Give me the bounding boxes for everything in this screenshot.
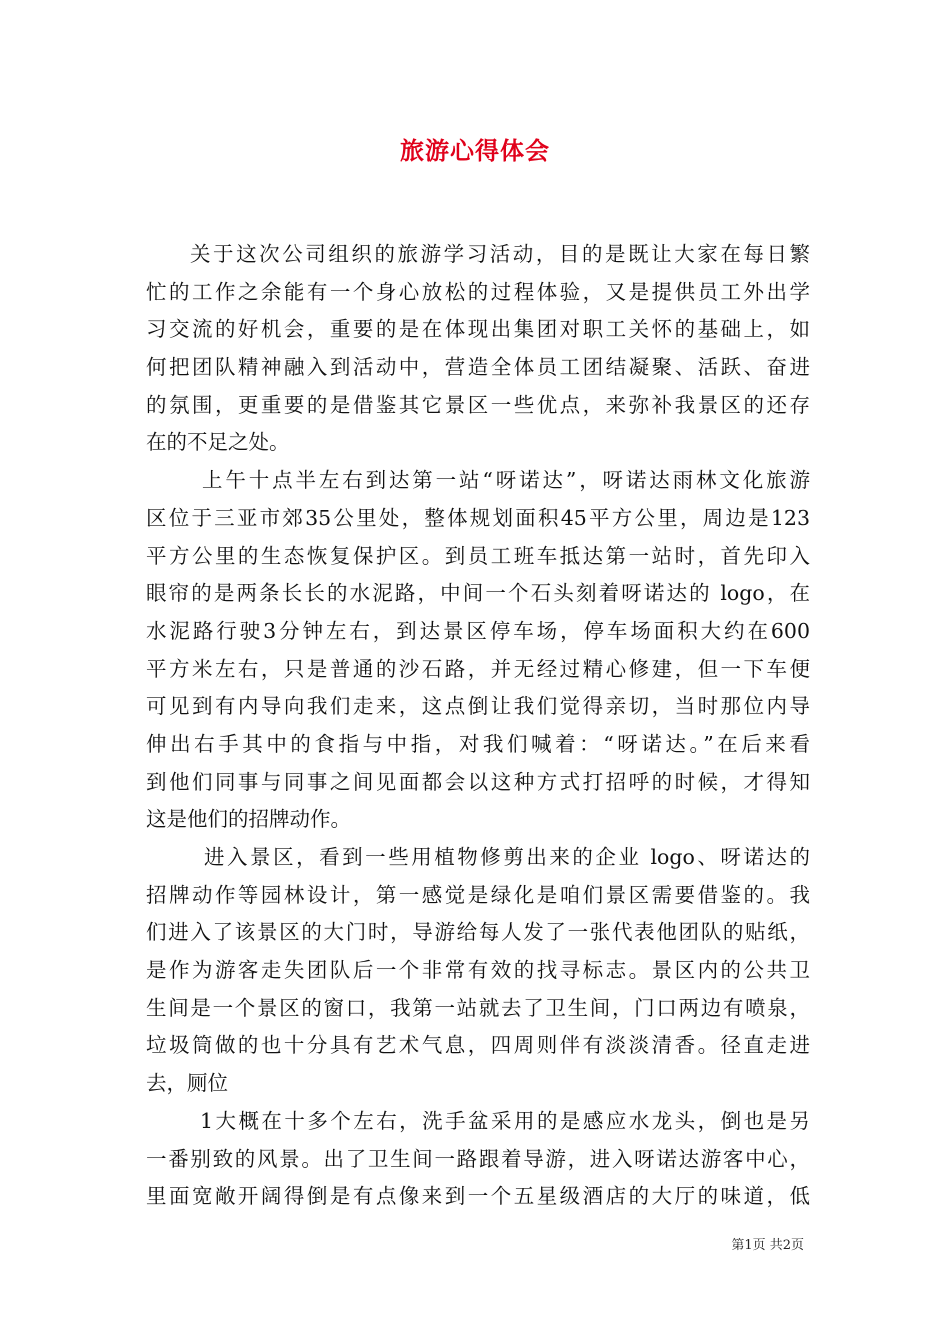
text-line: 关于这次公司组织的旅游学习活动，目的是既让大家在每日繁 (190, 242, 810, 266)
text-line: 生间是一个景区的窗口，我第一站就去了卫生间，门口两边有喷泉， (146, 995, 810, 1020)
text-line: 平方公里的生态恢复保护区。到员工班车抵达第一站时，首先印入 (146, 543, 810, 568)
text-line: 一番别致的风景。出了卫生间一路跟着导游，进入呀诺达游客中心， (146, 1146, 810, 1171)
page-number-footer: 第1页 共2页 (731, 1238, 804, 1253)
text-line: 垃圾筒做的也十分具有艺术气息，四周则伴有淡淡清香。径直走进 (146, 1033, 810, 1058)
text-line: 是作为游客走失团队后一个非常有效的找寻标志。景区内的公共卫 (146, 958, 810, 983)
paragraph (146, 1103, 810, 1216)
text-line: 这是他们的招牌动作。 (146, 807, 351, 832)
text-line: 招牌动作等园林设计，第一感觉是绿化是咱们景区需要借鉴的。我 (146, 882, 810, 907)
text-line: 里面宽敞开阔得倒是有点像来到一个五星级酒店的大厅的味道，低 (146, 1184, 810, 1209)
paragraph (146, 462, 810, 839)
text-line: 何把团队精神融入到活动中，营造全体员工团结凝聚、活跃、奋进 (146, 355, 810, 380)
page-title: 旅游心得体会 (400, 136, 550, 165)
paragraph (146, 236, 810, 462)
text-line: 忙的工作之余能有一个身心放松的过程体验，又是提供员工外出学 (146, 279, 810, 304)
text-line: 上午十点半左右到达第一站“呀诺达”，呀诺达雨林文化旅游 (202, 468, 810, 493)
text-line: 伸出右手其中的食指与中指，对我们喊着：“呀诺达。”在后来看 (146, 731, 810, 756)
text-line: 进入景区，看到一些用植物修剪出来的企业 logo、呀诺达的 (204, 845, 810, 869)
text-line: 到他们同事与同事之间见面都会以这种方式打招呼的时候，才得知 (146, 769, 810, 794)
text-line: 眼帘的是两条长长的水泥路，中间一个石头刻着呀诺达的 logo，在 (146, 581, 810, 606)
text-line: 1大概在十多个左右，洗手盆采用的是感应水龙头，倒也是另 (200, 1108, 810, 1133)
text-line: 可见到有内导向我们走来，这点倒让我们觉得亲切，当时那位内导 (146, 694, 810, 719)
text-line: 在的不足之处。 (146, 430, 290, 455)
text-line: 水泥路行驶3分钟左右，到达景区停车场，停车场面积大约在600 (146, 618, 810, 643)
text-line: 平方米左右，只是普通的沙石路，并无经过精心修建，但一下车便 (146, 656, 810, 681)
document-body (146, 236, 810, 1216)
text-line: 们进入了该景区的大门时，导游给每人发了一张代表他团队的贴纸， (146, 920, 810, 945)
text-line: 的氛围，更重要的是借鉴其它景区一些优点，来弥补我景区的还存 (146, 392, 810, 417)
text-line: 区位于三亚市郊35公里处，整体规划面积45平方公里，周边是123 (146, 505, 810, 530)
paragraph (146, 839, 810, 1103)
text-line: 去，厕位 (146, 1071, 228, 1096)
text-line: 习交流的好机会，重要的是在体现出集团对职工关怀的基础上，如 (146, 317, 810, 342)
